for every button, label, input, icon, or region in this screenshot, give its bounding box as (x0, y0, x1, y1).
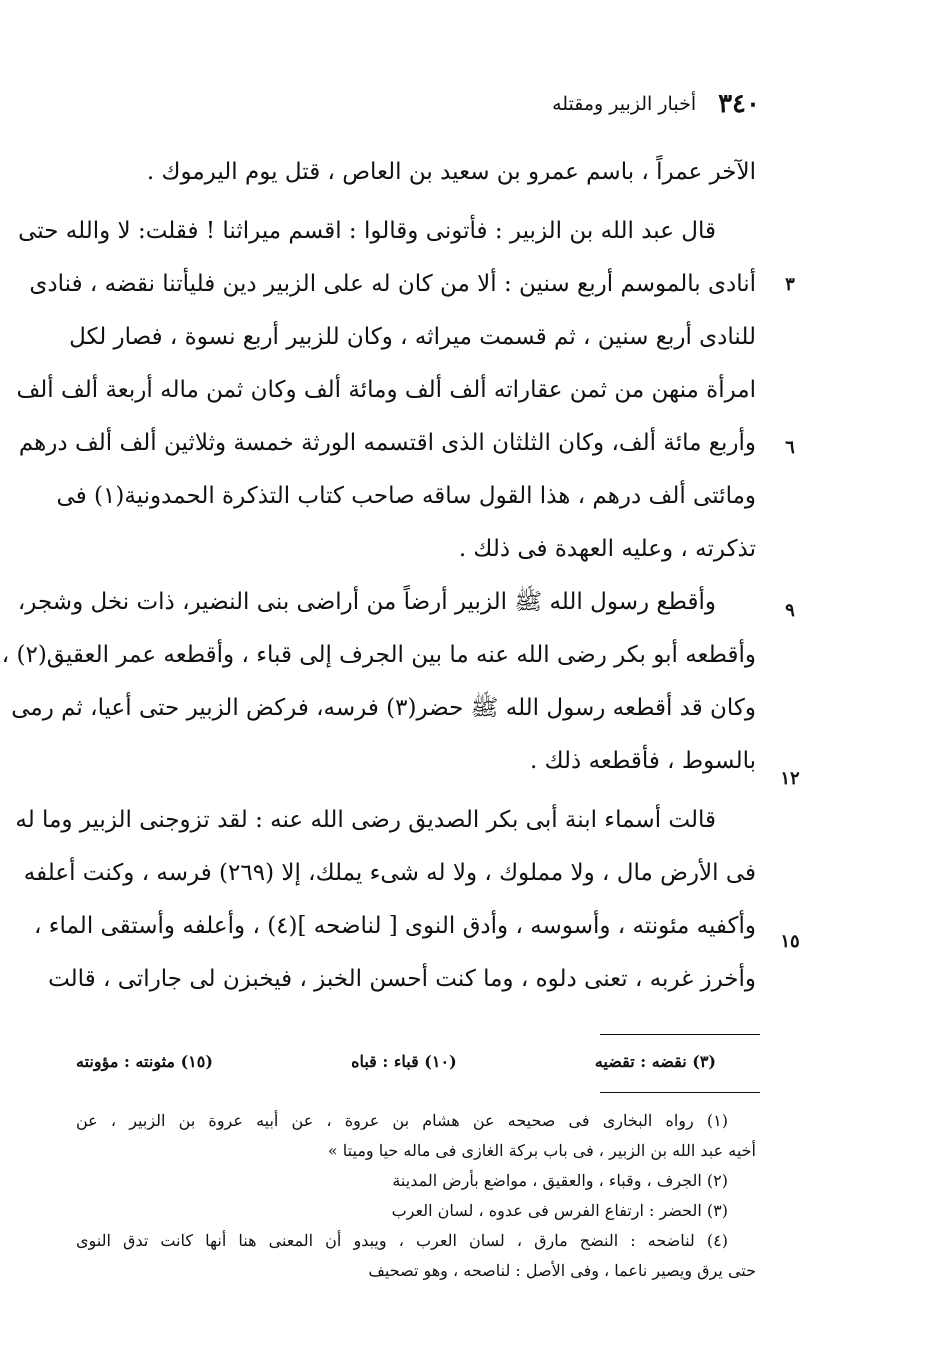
page-header (300, 86, 760, 122)
variant-readings (76, 1052, 716, 1071)
text-line: تذكرته ، وعليه العهدة فى ذلك . (458, 536, 756, 562)
text-line: وأخرز غربه ، تعنى دلوه ، وما كنت أحسن الخبز ، فيخبزن لى جاراتى ، قالت (48, 966, 756, 992)
text-line: أنادى بالموسم أربع سنين : ألا من كان له على الزبير دين فليأتنا نقضه ، فنادى (29, 271, 756, 297)
variant-note: (١٠) قباء : قباه (351, 1052, 457, 1071)
footnote-line: (٢) الجرف ، وقباء ، والعقيق ، مواضع بأرض المدينة (392, 1171, 728, 1190)
main-text (1, 146, 756, 1006)
text-line: وكان قد أقطعه رسول الله ﷺ حضر(٣) فرسه، فركض الزبير حتى أعيا، ثم رمى (11, 695, 756, 721)
line-number: ٦ (785, 437, 795, 458)
footnote-line: (١) رواه البخارى فى صحيحه عن هشام بن عروة ، عن أبيه عروة بن الزبير ، عن (76, 1111, 728, 1130)
variant-note: (٣) نقضه : تقضيه (594, 1052, 716, 1071)
footnote-line: (٣) الحضر : ارتفاع الفرس فى عدوه ، لسان العرب (391, 1201, 728, 1220)
text-line: بالسوط ، فأقطعه ذلك . (530, 748, 756, 774)
text-line: فى الأرض مال ، ولا مملوك ، ولا له شىء يملك، إلا (٢٦٩) فرسه ، وكنت أعلفه (23, 860, 756, 886)
text-line: الآخر عمراً ، باسم عمرو بن سعيد بن العاص ، قتل يوم اليرموك . (146, 159, 756, 185)
footnote-line: أخيه عبد الله بن الزبير ، فى باب بركة الغازى فى ماله حيا وميتا » (327, 1141, 756, 1160)
text-line: وأربع مائة ألف، وكان الثلثان الذى اقتسمه الورثة خمسة وثلاثين ألف ألف درهم (18, 430, 756, 456)
text-line: قال عبد الله بن الزبير : فأتونى وقالوا : اقسم ميراثنا ! فقلت: لا والله حتى (18, 218, 716, 244)
variant-note: (١٥) مثونته : مؤونته (76, 1052, 213, 1071)
running-title: أخبار الزبير ومقتله (552, 93, 697, 115)
page-number: ٣٤٠ (718, 89, 760, 119)
footnotes (76, 1106, 756, 1286)
text-line: وأقطعه أبو بكر رضى الله عنه ما بين الجرف إلى قباء ، وأقطعه عمر العقيق(٢) ، (1, 642, 756, 668)
text-line: للنادى أربع سنين ، ثم قسمت ميراثه ، وكان للزبير أربع نسوة ، فصار لكل (69, 324, 756, 350)
text-line: وأكفيه مئونته ، وأسوسه ، وأدق النوى [ لناضحه ](٤) ، وأعلفه وأستقى الماء ، (33, 913, 756, 939)
text-line: امرأة منهن من ثمن عقاراته ألف ألف ومائة ألف وكان ثمن ماله أربعة ألف ألف (16, 377, 756, 403)
footnote-line: (٤) لناضحه : النضح مارق ، لسان العرب ، ويبدو أن المعنى هنا أنها كانت تدق النوى (76, 1231, 728, 1250)
line-number: ١٥ (780, 931, 800, 952)
separator-rule (600, 1034, 760, 1035)
text-line: وأقطع رسول الله ﷺ الزبير أرضاً من أراضى بنى النضير، ذات نخل وشجر، (17, 589, 716, 615)
line-number: ٣ (785, 274, 795, 295)
footnote-rule (600, 1092, 760, 1093)
text-line: ومائتى ألف درهم ، هذا القول ساقه صاحب كتاب التذكرة الحمدونية(١) فى (56, 483, 756, 509)
footnote-line: حتى يرق ويصير ناعما ، وفى الأصل : لناصحه ، وهو تصحيف (368, 1261, 756, 1280)
line-number: ١٢ (780, 768, 800, 789)
line-number: ٩ (785, 600, 795, 621)
text-line: قالت أسماء ابنة أبى بكر الصديق رضى الله عنه : لقد تزوجنى الزبير وما له (15, 807, 716, 833)
